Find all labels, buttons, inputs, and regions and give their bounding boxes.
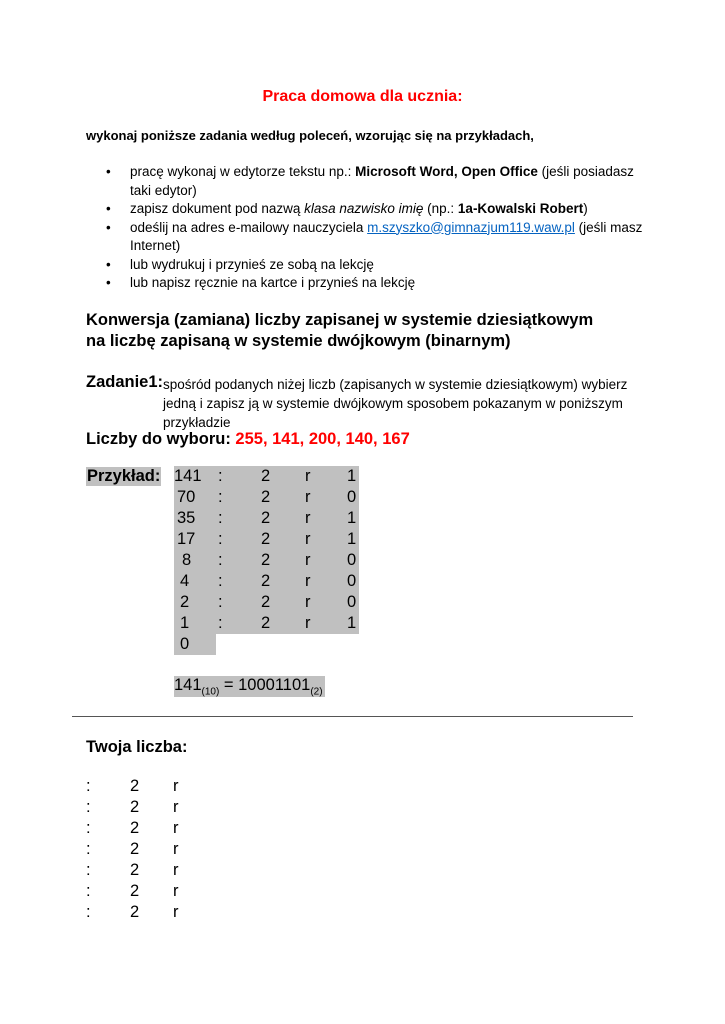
colon: : xyxy=(218,593,223,611)
remainder-marker: r xyxy=(305,572,311,590)
remainder-marker: r xyxy=(305,614,311,632)
remainder-marker: r xyxy=(305,551,311,569)
colon: : xyxy=(218,467,223,485)
software-names: Microsoft Word, Open Office xyxy=(355,164,538,179)
decimal-value: 141 xyxy=(174,676,202,694)
your-number-label: Twoja liczba: xyxy=(86,738,188,756)
divisor: 2 xyxy=(261,614,271,632)
remainder: 0 xyxy=(347,488,357,506)
colon: : xyxy=(218,551,223,569)
remainder: 1 xyxy=(347,530,357,548)
list-item-text: lub wydrukuj i przynieś ze sobą na lekcję xyxy=(130,256,374,272)
table-row xyxy=(174,529,359,550)
remainder-marker: r xyxy=(173,861,179,879)
table-row xyxy=(174,466,359,487)
divisor: 2 xyxy=(261,467,271,485)
remainder-marker: r xyxy=(173,882,179,900)
divisor: 2 xyxy=(130,903,140,921)
exercise-row xyxy=(86,819,206,840)
table-row xyxy=(174,487,359,508)
dividend: 17 xyxy=(177,530,196,548)
task-label: Zadanie1: xyxy=(86,373,164,391)
divisor: 2 xyxy=(130,840,140,858)
dividend: 35 xyxy=(177,509,196,527)
remainder-marker: r xyxy=(173,840,179,858)
colon: : xyxy=(218,614,223,632)
colon: : xyxy=(218,530,223,548)
table-row xyxy=(174,634,216,655)
list-item-text: (np.: xyxy=(423,201,458,216)
decimal-base: (10) xyxy=(201,686,220,698)
remainder-marker: r xyxy=(173,819,179,837)
bullet-icon: • xyxy=(106,219,111,235)
list-item-text: odeślij na adres e-mailowy nauczyciela xyxy=(130,219,368,235)
exercise-row xyxy=(86,861,206,882)
section-divider xyxy=(72,716,633,717)
teacher-email-link[interactable]: m.szyszko@gimnazjum119.waw.pl xyxy=(367,219,575,235)
remainder-marker: r xyxy=(305,530,311,548)
colon: : xyxy=(86,882,91,900)
dividend: 4 xyxy=(180,572,190,590)
list-item-text: ) xyxy=(583,201,588,216)
colon: : xyxy=(218,509,223,527)
table-row xyxy=(174,550,359,571)
exercise-row xyxy=(86,798,206,819)
table-row xyxy=(174,571,359,592)
divisor: 2 xyxy=(130,861,140,879)
list-item xyxy=(104,256,649,275)
divisor: 2 xyxy=(261,530,271,548)
example-division-table xyxy=(174,466,359,655)
remainder-marker: r xyxy=(305,467,311,485)
colon: : xyxy=(86,777,91,795)
remainder-marker: r xyxy=(305,593,311,611)
divisor: 2 xyxy=(261,488,271,506)
choices-line xyxy=(86,430,410,449)
remainder-marker: r xyxy=(305,509,311,527)
dividend: 8 xyxy=(182,551,192,569)
remainder: 1 xyxy=(347,509,357,527)
list-item xyxy=(104,274,649,293)
filename-example: 1a-Kowalski Robert xyxy=(457,201,584,216)
instruction-text: wykonaj poniższe zadania według poleceń, wzorując się na przykładach, xyxy=(86,128,534,143)
colon: : xyxy=(86,798,91,816)
divisor: 2 xyxy=(130,777,140,795)
divisor: 2 xyxy=(261,509,271,527)
instruction-list xyxy=(104,163,649,293)
colon: : xyxy=(86,840,91,858)
exercise-row xyxy=(86,777,206,798)
bullet-icon: • xyxy=(106,201,111,216)
remainder: 0 xyxy=(347,572,357,590)
colon: : xyxy=(218,572,223,590)
remainder-marker: r xyxy=(173,777,179,795)
exercise-row xyxy=(86,903,206,924)
section-heading-line1: Konwersja (zamiana) liczby zapisanej w systemie dziesiątkowym xyxy=(86,311,594,329)
bullet-icon: • xyxy=(106,164,111,179)
list-item xyxy=(104,163,649,200)
colon: : xyxy=(218,488,223,506)
list-item xyxy=(104,200,649,219)
list-item-text: pracę wykonaj w edytorze tekstu np.: xyxy=(130,164,356,179)
filename-pattern: klasa nazwisko imię xyxy=(304,201,424,216)
page-title: Praca domowa dla ucznia: xyxy=(262,88,463,105)
choices-label: Liczby do wyboru: xyxy=(86,430,236,448)
divisor: 2 xyxy=(261,572,271,590)
dividend: 141 xyxy=(174,467,202,485)
example-label: Przykład: xyxy=(87,467,161,485)
example-result xyxy=(174,676,325,697)
list-item-text: zapisz dokument pod nazwą xyxy=(130,201,305,216)
colon: : xyxy=(86,903,91,921)
divisor: 2 xyxy=(130,882,140,900)
colon: : xyxy=(86,819,91,837)
remainder: 1 xyxy=(347,614,357,632)
remainder: 1 xyxy=(347,467,357,485)
exercise-row xyxy=(86,840,206,861)
bullet-icon: • xyxy=(106,256,111,272)
remainder-marker: r xyxy=(173,798,179,816)
list-item xyxy=(104,219,649,256)
table-row xyxy=(174,592,359,613)
divisor: 2 xyxy=(261,593,271,611)
list-item-text: (jeśli posiadasz taki edytor) xyxy=(130,164,634,198)
binary-base: (2) xyxy=(310,686,323,698)
divisor: 2 xyxy=(261,551,271,569)
remainder-marker: r xyxy=(173,903,179,921)
section-heading-line2: na liczbę zapisaną w systemie dwójkowym (binarnym) xyxy=(86,332,511,350)
dividend: 1 xyxy=(180,614,190,632)
remainder: 0 xyxy=(347,593,357,611)
final-quotient: 0 xyxy=(180,635,190,653)
dividend: 2 xyxy=(180,593,190,611)
dividend: 70 xyxy=(177,488,196,506)
table-row xyxy=(174,508,359,529)
remainder-marker: r xyxy=(305,488,311,506)
divisor: 2 xyxy=(130,819,140,837)
binary-value: = 10001101 xyxy=(219,676,311,694)
table-row xyxy=(174,613,359,634)
task-text: spośród podanych niżej liczb (zapisanych w systemie dziesiątkowym) wybierz jedną i zapisz ją w systemie dwójkowym sposobem pokazanym w poniższym przykładzie xyxy=(163,377,628,430)
bullet-icon: • xyxy=(106,275,111,290)
choices-values: 255, 141, 200, 140, 167 xyxy=(235,430,410,448)
divisor: 2 xyxy=(130,798,140,816)
remainder: 0 xyxy=(347,551,357,569)
list-item-text: lub napisz ręcznie na kartce i przynieś na lekcję xyxy=(130,275,416,290)
exercise-row xyxy=(86,882,206,903)
colon: : xyxy=(86,861,91,879)
list-item-text: (jeśli masz Internet) xyxy=(130,219,643,253)
